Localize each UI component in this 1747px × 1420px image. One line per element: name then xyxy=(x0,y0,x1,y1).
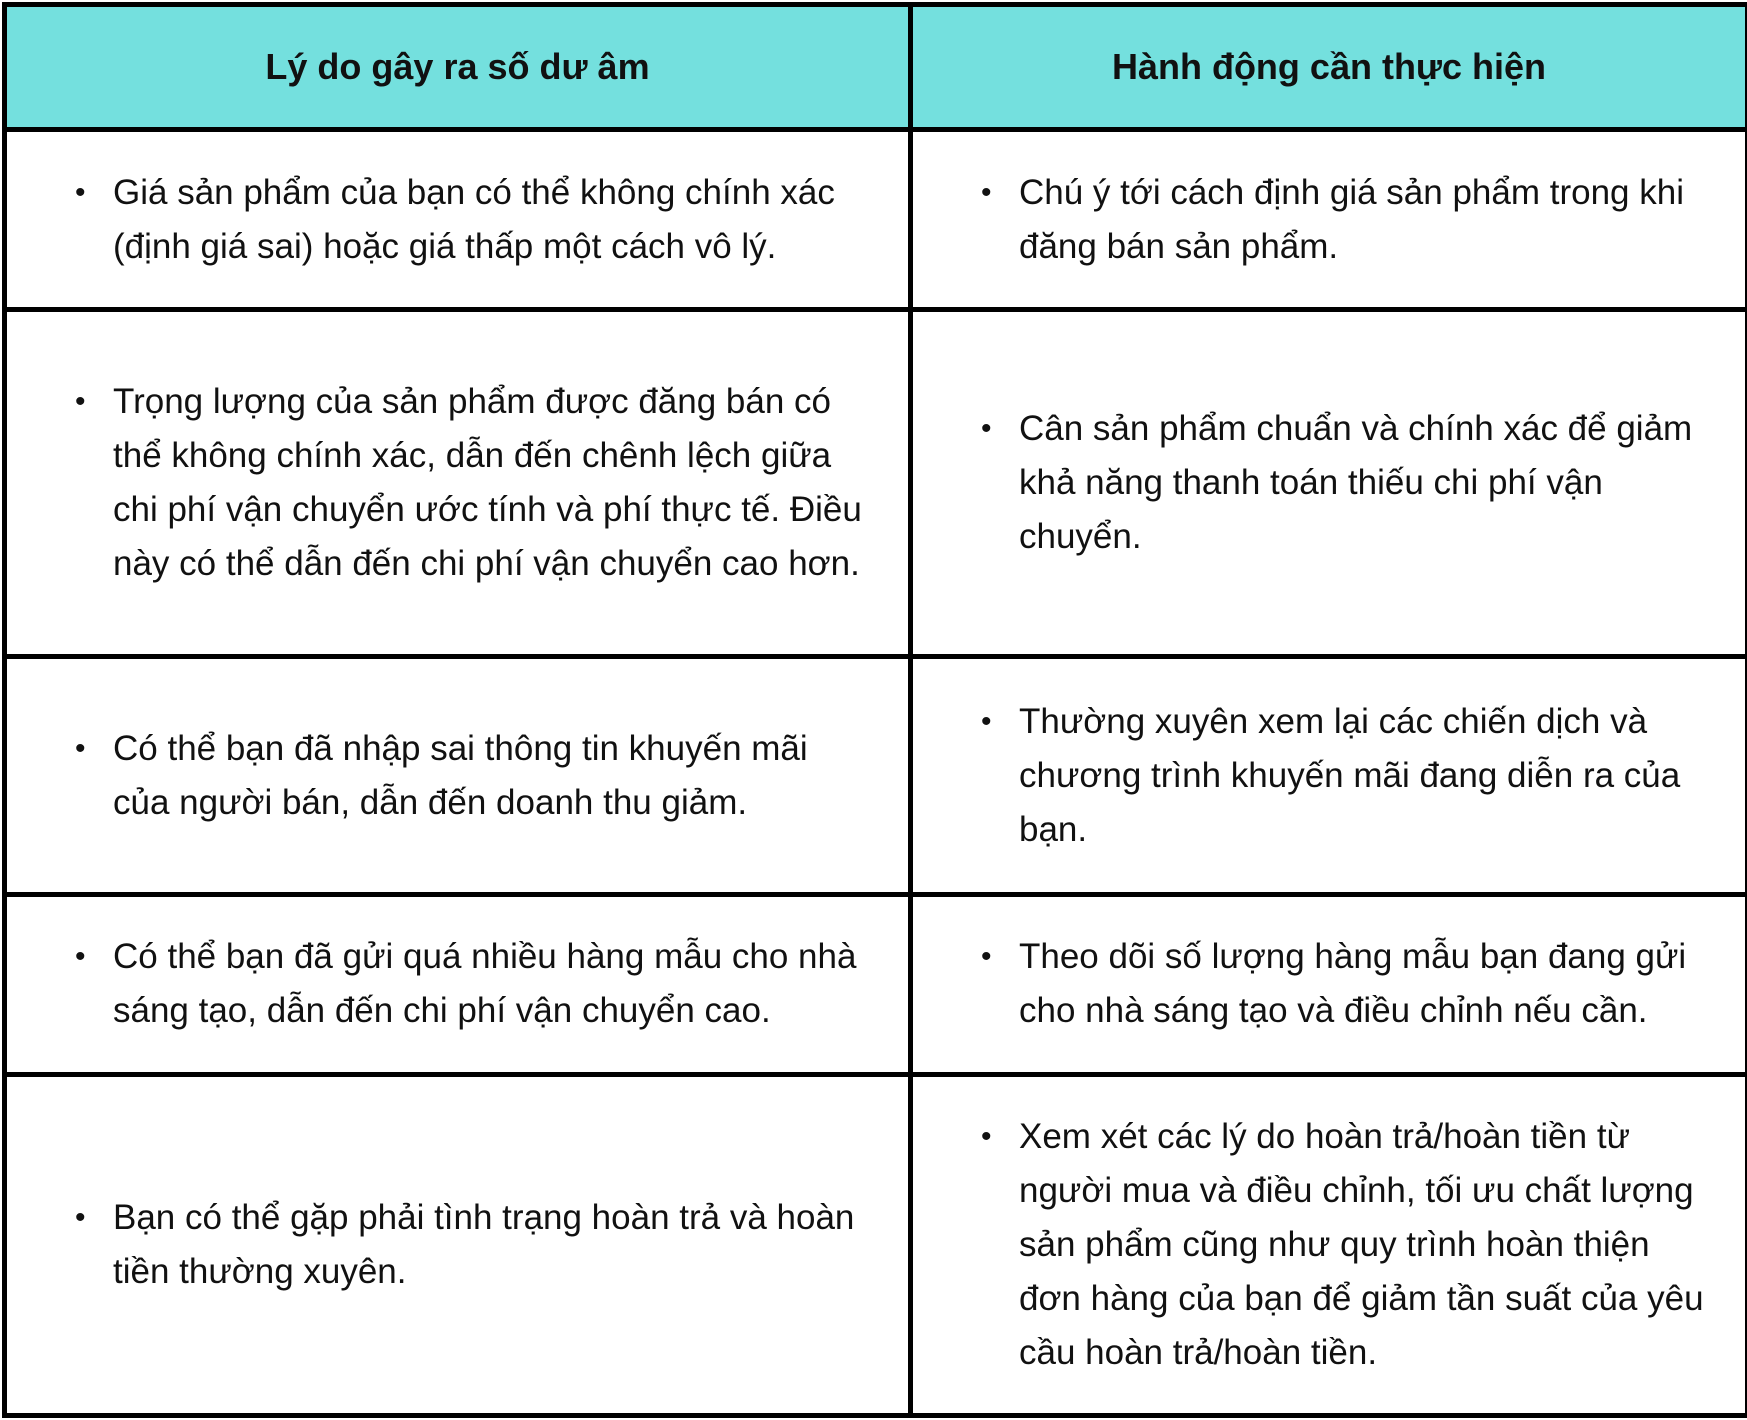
action-text: Xem xét các lý do hoàn trả/hoàn tiền từ người mua và điều chỉnh, tối ưu chất lượng sản phẩm cũng như quy trình hoàn thiện đơn hàng của bạn để giảm tần suất của yêu cầu hoàn trả/hoàn tiền. xyxy=(1019,1116,1704,1372)
reason-text: Có thể bạn đã gửi quá nhiều hàng mẫu cho nhà sáng tạo, dẫn đến chi phí vận chuyển cao. xyxy=(113,937,857,1031)
reason-cell xyxy=(5,894,911,1074)
action-cell xyxy=(911,1074,1747,1415)
bullet-icon: • xyxy=(981,940,992,974)
bullet-icon: • xyxy=(75,1200,86,1234)
bullet-icon: • xyxy=(75,385,86,419)
table-row xyxy=(5,657,1747,894)
bullet-icon: • xyxy=(75,940,86,974)
bullet-icon: • xyxy=(981,175,992,209)
negative-balance-table-container xyxy=(2,2,1745,1418)
action-text: Cân sản phẩm chuẩn và chính xác để giảm khả năng thanh toán thiếu chi phí vận chuyển. xyxy=(1019,409,1693,557)
action-cell xyxy=(911,310,1747,657)
list-item xyxy=(75,722,868,830)
action-list xyxy=(977,402,1705,564)
action-cell xyxy=(911,894,1747,1074)
action-list xyxy=(977,930,1705,1038)
table-row xyxy=(5,310,1747,657)
list-item xyxy=(75,930,868,1038)
reason-cell xyxy=(5,1074,911,1415)
action-text: Thường xuyên xem lại các chiến dịch và chương trình khuyến mãi đang diễn ra của bạn. xyxy=(1019,701,1681,849)
negative-balance-table xyxy=(2,2,1747,1418)
reason-text: Giá sản phẩm của bạn có thể không chính xác (định giá sai) hoặc giá thấp một cách vô lý. xyxy=(113,172,835,266)
action-cell xyxy=(911,130,1747,310)
action-cell xyxy=(911,657,1747,894)
table-row xyxy=(5,894,1747,1074)
table-header-row xyxy=(5,5,1747,130)
action-text: Theo dõi số lượng hàng mẫu bạn đang gửi cho nhà sáng tạo và điều chỉnh nếu cần. xyxy=(1019,937,1687,1031)
list-item xyxy=(981,402,1705,564)
reason-cell xyxy=(5,310,911,657)
bullet-icon: • xyxy=(981,704,992,738)
list-item xyxy=(981,930,1705,1038)
list-item xyxy=(75,1191,868,1299)
table-row xyxy=(5,1074,1747,1415)
action-list xyxy=(977,1110,1705,1380)
bullet-icon: • xyxy=(75,731,86,765)
bullet-icon: • xyxy=(75,175,86,209)
table-row xyxy=(5,130,1747,310)
action-list xyxy=(977,695,1705,857)
list-item xyxy=(75,166,868,274)
reason-text: Trọng lượng của sản phẩm được đăng bán có thể không chính xác, dẫn đến chênh lệch giữa chi phí vận chuyển ước tính và phí thực tế. Điều này có thể dẫn đến chi phí vận chuyển cao hơn. xyxy=(113,382,862,584)
list-item xyxy=(75,375,868,591)
reason-list xyxy=(71,166,868,274)
bullet-icon: • xyxy=(981,412,992,446)
action-text: Chú ý tới cách định giá sản phẩm trong khi đăng bán sản phẩm. xyxy=(1019,172,1684,266)
reason-list xyxy=(71,930,868,1038)
reason-list xyxy=(71,375,868,591)
reason-cell xyxy=(5,130,911,310)
list-item xyxy=(981,695,1705,857)
header-reason: Lý do gây ra số dư âm xyxy=(5,5,911,130)
bullet-icon: • xyxy=(981,1119,992,1153)
reason-list xyxy=(71,722,868,830)
header-action: Hành động cần thực hiện xyxy=(911,5,1747,130)
list-item xyxy=(981,1110,1705,1380)
reason-text: Có thể bạn đã nhập sai thông tin khuyến mãi của người bán, dẫn đến doanh thu giảm. xyxy=(113,728,808,822)
reason-list xyxy=(71,1191,868,1299)
reason-cell xyxy=(5,657,911,894)
list-item xyxy=(981,166,1705,274)
reason-text: Bạn có thể gặp phải tình trạng hoàn trả và hoàn tiền thường xuyên. xyxy=(113,1197,855,1291)
action-list xyxy=(977,166,1705,274)
